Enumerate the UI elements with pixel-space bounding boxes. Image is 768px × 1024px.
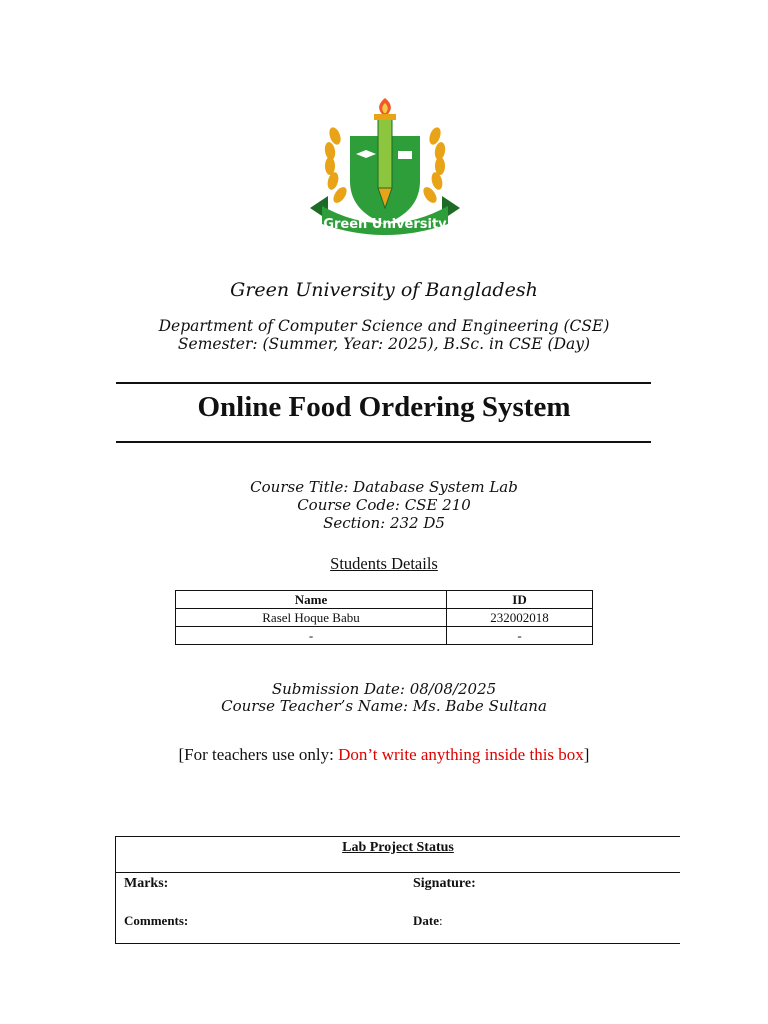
- student-name-cell: Rasel Hoque Babu: [176, 609, 447, 627]
- student-id-cell: 232002018: [447, 609, 593, 627]
- date-label-text: Date: [413, 913, 439, 928]
- column-header-name: Name: [176, 591, 447, 609]
- students-table: [175, 590, 593, 645]
- lab-project-status-box: [115, 836, 680, 944]
- logo-banner-text: Green University: [323, 217, 447, 232]
- project-title: Online Food Ordering System: [197, 391, 571, 423]
- student-id-cell: -: [447, 627, 593, 645]
- semester-info: Semester: (Summer, Year: 2025), B.Sc. in CSE (Day): [177, 335, 591, 353]
- table-header-row: [176, 591, 593, 609]
- date-label: [413, 913, 443, 929]
- teacher-note-warning: Don’t write anything inside this box: [338, 745, 584, 764]
- student-name-cell: -: [176, 627, 447, 645]
- course-teacher: Course Teacher’s Name: Ms. Babe Sultana: [221, 697, 547, 715]
- table-row: [176, 627, 593, 645]
- students-heading: Students Details: [330, 554, 438, 573]
- teacher-note-suffix: ]: [583, 745, 590, 764]
- title-divider-bottom: [116, 441, 651, 443]
- date-label-colon: :: [439, 913, 443, 928]
- column-header-id: ID: [447, 591, 593, 609]
- course-title: Course Title: Database System Lab: [250, 478, 518, 496]
- signature-label: Signature:: [413, 876, 476, 891]
- table-row: [176, 609, 593, 627]
- title-divider-top: [116, 382, 651, 384]
- course-code: Course Code: CSE 210: [297, 496, 471, 514]
- comments-label: Comments:: [124, 913, 189, 928]
- department-name: Department of Computer Science and Engineering (CSE): [158, 317, 610, 335]
- marks-label: Marks:: [124, 876, 169, 891]
- teacher-note-prefix: [For teachers use only:: [178, 745, 339, 764]
- course-section: Section: 232 D5: [323, 514, 445, 532]
- submission-date: Submission Date: 08/08/2025: [271, 680, 497, 698]
- university-name: Green University of Bangladesh: [230, 279, 538, 301]
- status-box-title: Lab Project Status: [116, 840, 680, 873]
- university-logo: [300, 96, 470, 246]
- teacher-use-note: [0, 745, 768, 765]
